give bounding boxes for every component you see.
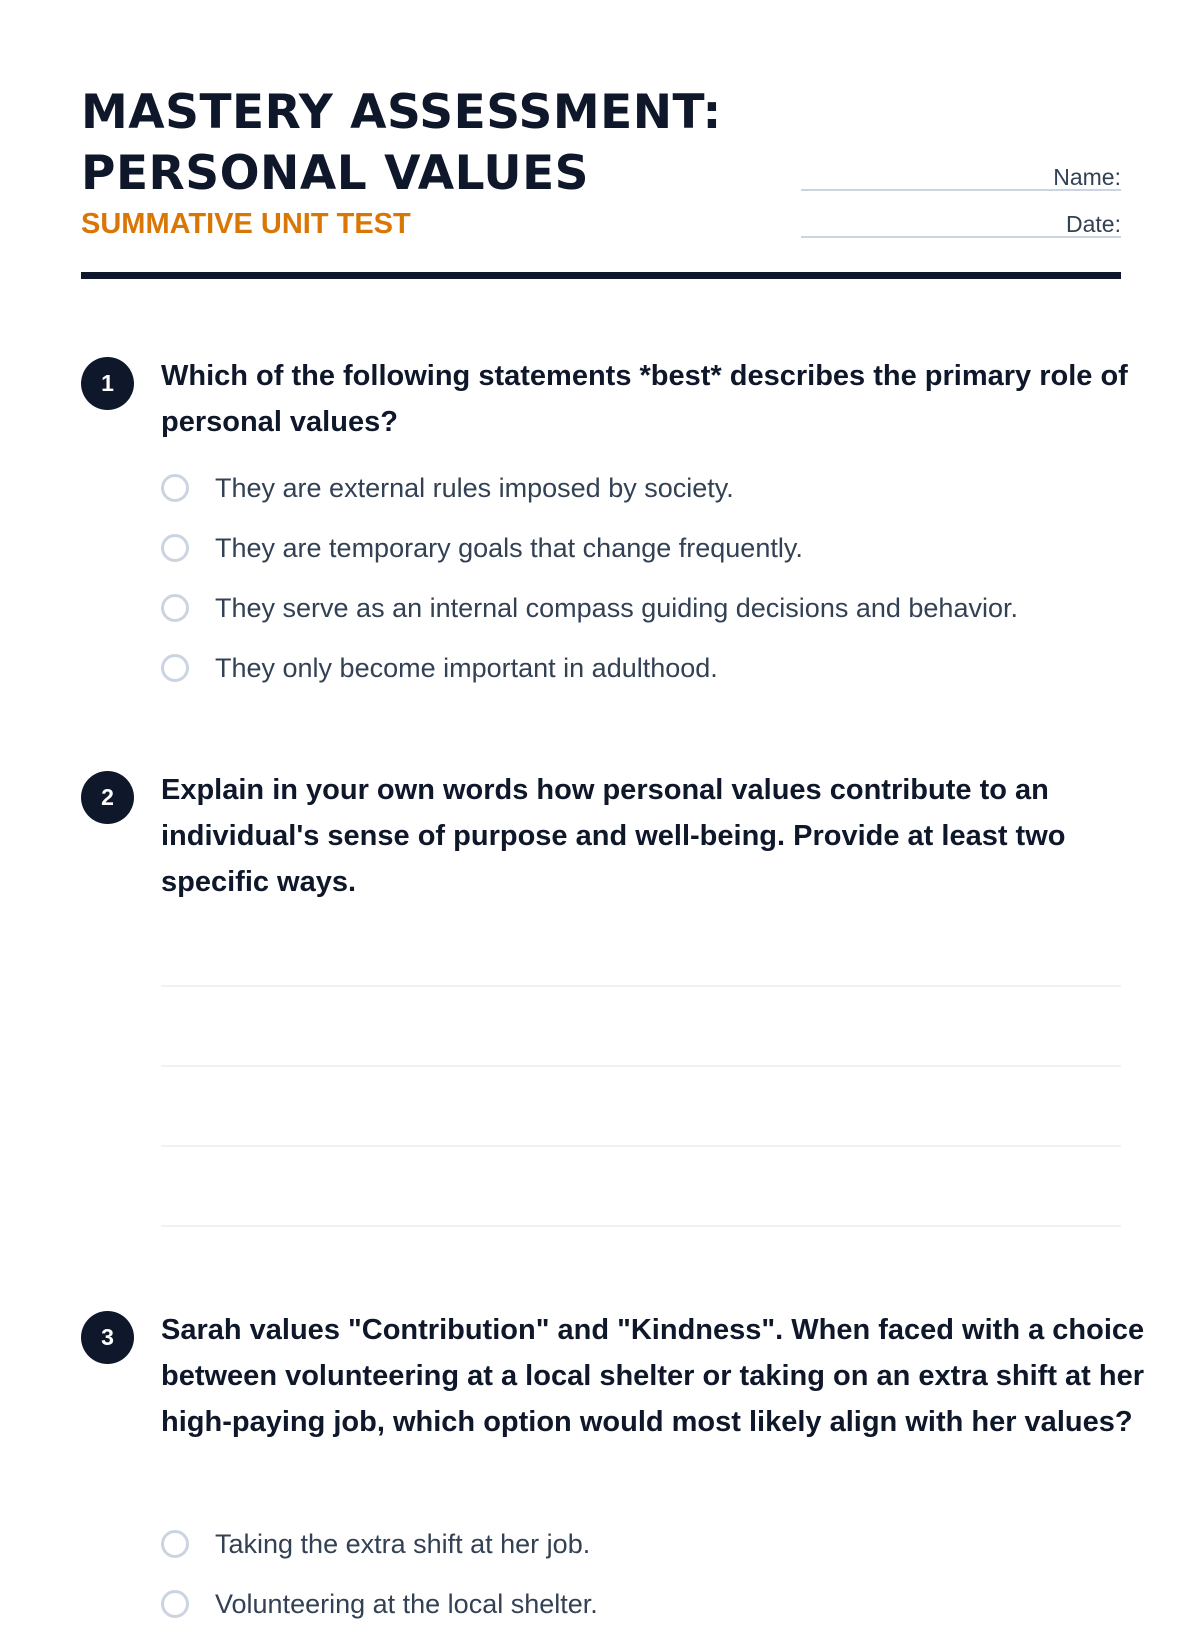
title-line-2: PERSONAL VALUES [81, 146, 590, 201]
option-label: Volunteering at the local shelter. [215, 1589, 598, 1619]
radio-button[interactable] [161, 654, 189, 682]
answer-options [161, 1524, 1121, 1644]
option-label: They only become important in adulthood. [215, 653, 718, 683]
radio-button[interactable] [161, 594, 189, 622]
question-text: Sarah values "Contribution" and "Kindness". When faced with a choice between volunteering at a local shelter or taking on an extra shift at her high-paying job, which option would most likely align with her values? [161, 1314, 1145, 1438]
page-header [81, 0, 1121, 282]
option-label: They are temporary goals that change frequently. [215, 533, 803, 563]
answer-option[interactable] [161, 468, 1121, 528]
answer-options [161, 468, 1121, 708]
answer-option[interactable] [161, 588, 1121, 648]
assessment-page [81, 0, 1145, 1619]
name-label: Name: [1053, 164, 1121, 190]
question-number-badge: 1 [81, 357, 134, 410]
date-field[interactable] [801, 212, 1121, 238]
question-number-badge: 2 [81, 771, 134, 824]
question-text: Which of the following statements *best* describes the primary role of personal values? [161, 360, 1128, 438]
question-number-badge: 3 [81, 1311, 134, 1364]
name-field[interactable] [801, 165, 1121, 191]
option-label: They are external rules imposed by society. [215, 473, 734, 503]
answer-option[interactable] [161, 528, 1121, 588]
option-label: Taking the extra shift at her job. [215, 1529, 591, 1559]
header-divider [81, 272, 1121, 279]
answer-option[interactable] [161, 1524, 1121, 1584]
title-line-1: MASTERY ASSESSMENT: [81, 85, 722, 140]
answer-line [161, 1225, 1121, 1227]
answer-option[interactable] [161, 1584, 1121, 1644]
answer-line [161, 1065, 1121, 1067]
answer-line [161, 985, 1121, 987]
radio-button[interactable] [161, 1590, 189, 1618]
option-label: They serve as an internal compass guiding decisions and behavior. [215, 593, 1018, 623]
answer-option[interactable] [161, 648, 1121, 708]
page-title [81, 82, 781, 204]
answer-line [161, 1145, 1121, 1147]
radio-button[interactable] [161, 474, 189, 502]
page-subtitle: SUMMATIVE UNIT TEST [81, 208, 411, 240]
question-text: Explain in your own words how personal values contribute to an individual's sense of purpose and well-being. Provide at least two specific ways. [161, 774, 1066, 898]
radio-button[interactable] [161, 1530, 189, 1558]
radio-button[interactable] [161, 534, 189, 562]
date-label: Date: [1066, 211, 1121, 237]
